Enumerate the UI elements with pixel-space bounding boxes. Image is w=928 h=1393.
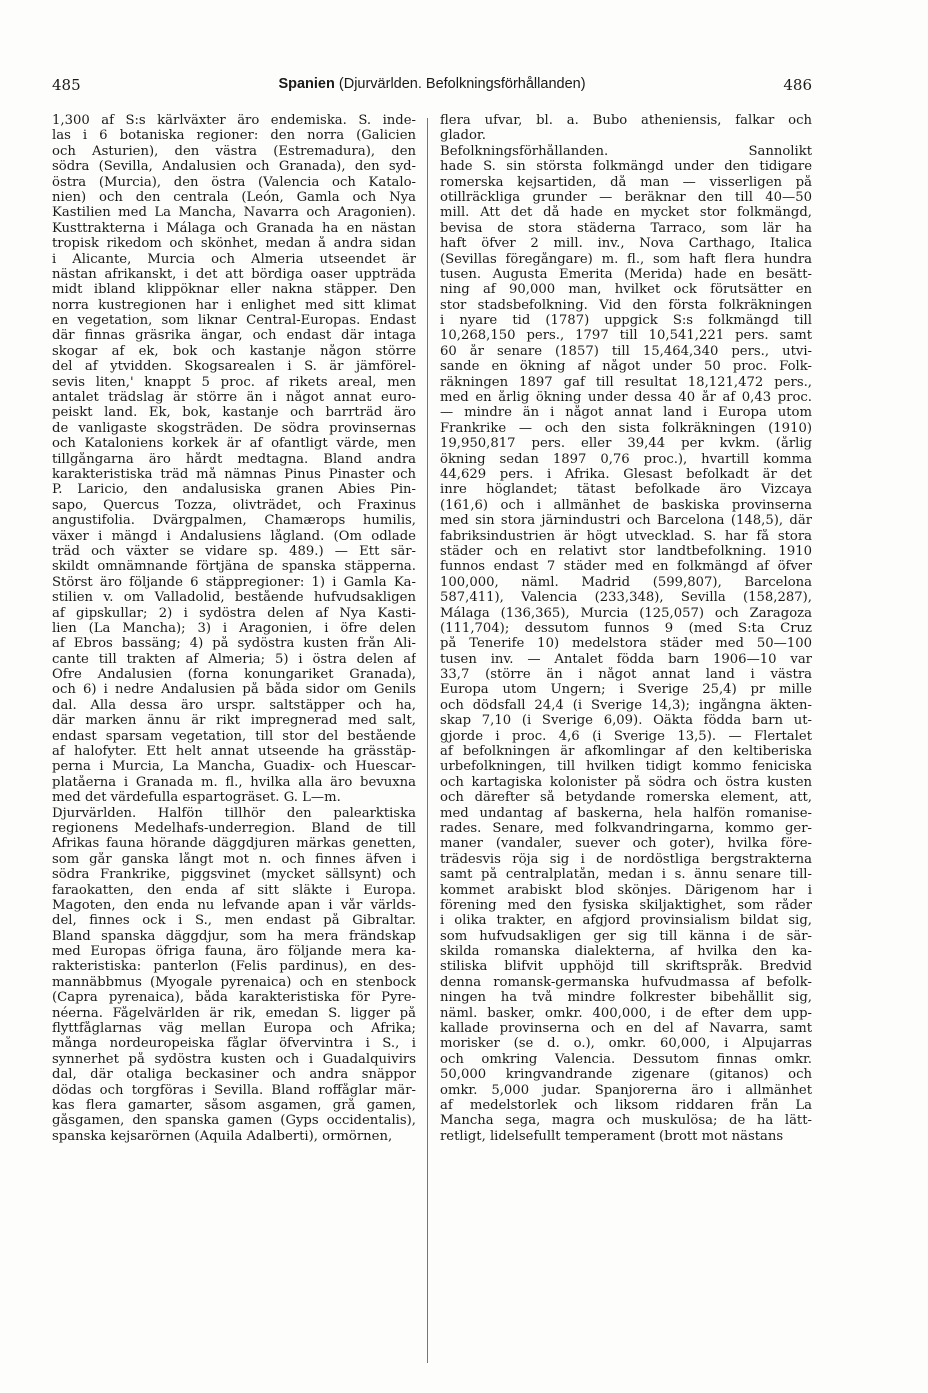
left-column [52, 113, 416, 1144]
text-line: sevis liten,' knappt 5 proc. af rikets areal, men [52, 374, 416, 390]
text-line: ning af 90,000 man, hvilket ock förutsätter en [440, 282, 812, 298]
text-line: maner (vandaler, suever och goter), hvilka före- [440, 836, 812, 852]
text-line: Málaga (136,365), Murcia (125,057) och Zaragoza [440, 605, 812, 621]
text-line: förening med den fysiska skiljaktighet, som råder [440, 897, 812, 913]
text-line: Afrikas fauna hörande däggdjuren märkas genetten, [52, 836, 416, 852]
text-line: stor stadsbefolkning. Vid den första folkräkningen [440, 297, 812, 313]
text-line: antalet trädslag är större än i något annat euro- [52, 390, 416, 406]
text-line: många nordeuropeiska fåglar öfvervintra i S., i [52, 1036, 416, 1052]
text-line: las i 6 botaniska regioner: den norra (Galicien [52, 128, 416, 144]
text-line: 33,7 (större än i något annat land i västra [440, 667, 812, 683]
text-line: en vegetation, som liknar Central-Europas. Endast [52, 313, 416, 329]
text-line: platåerna i Granada m. fl., hvilka alla äro bevuxna [52, 774, 416, 790]
text-line: 50,000 kringvandrande zigenare (gitanos) och [440, 1067, 812, 1083]
text-line: skilda romanska dialekterna, af hvilka den ka- [440, 944, 812, 960]
text-line: sande en ökning af något under 50 proc. Folk- [440, 359, 812, 375]
text-line: träd och växter se vidare sp. 489.) — Ett sär- [52, 543, 416, 559]
text-line: af halofyter. Ett helt annat utseende ha grässtäp- [52, 744, 416, 760]
text-line: på Tenerife 10) medelstora städer med 50—100 [440, 636, 812, 652]
text-line: néerna. Fågelvärlden är rik, emedan S. ligger på [52, 1005, 416, 1021]
text-line: södra (Sevilla, Andalusien och Granada), den syd- [52, 159, 416, 175]
text-line: kommet arabiskt blod skönjes. Därigenom har i [440, 882, 812, 898]
text-line: de vanligaste skogsträden. De södra provinsernas [52, 420, 416, 436]
running-title-sub: (Djurvärlden. Befolkningsförhållanden) [338, 76, 586, 92]
text-line: denna romansk-germanska hufvudmassa af befolk- [440, 974, 812, 990]
text-line: rakteristiska: panterlon (Felis pardinus), en des- [52, 959, 416, 975]
text-line: 100,000, näml. Madrid (599,807), Barcelona [440, 574, 812, 590]
text-line: och Asturien), den västra (Estremadura), den [52, 143, 416, 159]
text-line: Mancha sega, magra och muskulösa; de ha lätt- [440, 1113, 812, 1129]
text-line: och dödsfall 24,4 (i Sverige 14,3); ingångna äkten- [440, 697, 812, 713]
text-line: städer och en relativt stor landtbefolkning. 1910 [440, 543, 812, 559]
text-line: tropisk rikedom och skönhet, medan å andra sidan [52, 236, 416, 252]
text-line: endast sparsam vegetation, till stor del bestående [52, 728, 416, 744]
text-line: flyttfåglarnas väg mellan Europa och Afrika; [52, 1021, 416, 1037]
text-line: dal. Alla dessa äro urspr. saltstäpper och ha, [52, 697, 416, 713]
text-line: del af ytvidden. Skogsarealen i S. är jämförel- [52, 359, 416, 375]
text-line: 1,300 af S:s kärlväxter äro endemiska. S. inde- [52, 113, 416, 128]
text-line: och omkring Valencia. Dessutom finnas omkr. [440, 1051, 812, 1067]
text-line: 10,268,150 pers., 1797 till 10,541,221 pers. samt [440, 328, 812, 344]
text-line: bevisa de stora städerna Tarraco, som lär ha [440, 220, 812, 236]
text-line: af befolkningen är afkomlingar af den keltiberiska [440, 744, 812, 760]
text-line: angustifolia. Dvärgpalmen, Chamærops humilis, [52, 513, 416, 529]
text-line: fabriksindustrien är högt utvecklad. S. har få stora [440, 528, 812, 544]
text-line: otillräckliga grunder — beräknar den till 40—50 [440, 189, 812, 205]
text-line: dödas och torgföras i Sevilla. Bland roffåglar mär- [52, 1082, 416, 1098]
text-line: Europa utom Ungern; i Sverige 25,4) pr mille [440, 682, 812, 698]
text-line: funnos endast 7 städer med en folkmängd af öfver [440, 559, 812, 575]
text-line: kallade provinserna och en del af Navarra, samt [440, 1021, 812, 1037]
text-line: med sin stora järnindustri och Barcelona (148,5), där [440, 513, 812, 529]
page-number-right: 486 [783, 76, 812, 94]
text-line: där marken ännu är rikt impregnerad med salt, [52, 713, 416, 729]
text-line: tillgångarna äro hårdt medtagna. Bland andra [52, 451, 416, 467]
text-line: räkningen 1897 gaf till resultat 18,121,472 pers., [440, 374, 812, 390]
text-line: lien (La Mancha); 3) i Aragonien, i öfre delen [52, 620, 416, 636]
text-line: östra (Murcia), den östra (Valencia och Katalo- [52, 174, 416, 190]
text-line: cante till trakten af Almeria; 5) i östra delen af [52, 651, 416, 667]
text-line: hade S. sin största folkmängd under den tidigare [440, 159, 812, 175]
text-line: 587,411), Valencia (233,348), Sevilla (158,287), [440, 590, 812, 606]
text-line: ningen ha två mindre folkrester bibehållit sig, [440, 990, 812, 1006]
text-line: växer i mängd i Andalusiens lågland. (Om odlade [52, 528, 416, 544]
text-line: inre höglandet; tätast befolkade äro Vizcaya [440, 482, 812, 498]
text-line: och kartagiska kolonister på södra och östra kusten [440, 774, 812, 790]
text-line: morisker (se d. o.), omkr. 60,000, i Alpujarras [440, 1036, 812, 1052]
text-line: i olika trakter, en afgjord provinsialism bildat sig, [440, 913, 812, 929]
text-line: — mindre än i något annat land i Europa utom [440, 405, 812, 421]
text-line: Kusttrakterna i Málaga och Granada ha en nästan [52, 220, 416, 236]
text-line: med det värdefulla espartogräset. G. L—m. [52, 790, 341, 806]
text-line: gjorde i proc. 4,6 (i Sverige 13,5). — Flertalet [440, 728, 812, 744]
text-line: 60 år senare (1857) till 15,464,340 pers., utvi- [440, 343, 812, 359]
text-line: (Capra pyrenaica), båda karakteristiska för Pyre- [52, 990, 416, 1006]
text-line: Störst äro följande 6 stäppregioner: 1) i Gamla Ka- [52, 574, 416, 590]
text-line: med en årlig ökning under dessa 40 år af 0,43 proc. [440, 390, 812, 406]
text-line: tusen inv. — Antalet födda barn 1906—10 var [440, 651, 812, 667]
text-line: mill. Att det då hade en mycket stor folkmängd, [440, 205, 812, 221]
text-line: skogar af ek, bok och kastanje någon större [52, 343, 416, 359]
text-line: karakteristiska träd må nämnas Pinus Pinaster och [52, 466, 416, 482]
text-line: P. Laricio, den andalusiska granen Abies Pin- [52, 482, 416, 498]
text-line: trädesvis röja sig i de nordöstliga bergstrakterna [440, 851, 812, 867]
text-line: midt ibland klippöknar eller nakna stäpper. Den [52, 282, 416, 298]
text-line: med Europas öfriga fauna, äro följande mera ka- [52, 944, 416, 960]
text-line: som går ganska långt mot n. och finnes äfven i [52, 851, 416, 867]
text-line: och 6) i nedre Andalusien på båda sidor om Genils [52, 682, 416, 698]
text-line: sapo, Quercus Tozza, olivträdet, och Fraxinus [52, 497, 416, 513]
right-column [440, 113, 812, 1144]
running-title-main: Spanien [278, 76, 335, 92]
column-divider [427, 118, 428, 1363]
text-line: Djurvärlden. Halfön tillhör den palearktiska [52, 805, 416, 821]
text-line: nien) och den centrala (León, Gamla och Nya [52, 189, 416, 205]
text-line: södra Frankrike, piggsvinet (mycket sällsynt) och [52, 867, 416, 883]
text-line: peiskt land. Ek, bok, kastanje och barrträd äro [52, 405, 416, 421]
text-line: som hufvudsakligen ger sig till känna i de sär- [440, 928, 812, 944]
text-line: faraokatten, den enda af sitt släkte i Europa. [52, 882, 416, 898]
page-number-left: 485 [52, 76, 81, 94]
text-line: (Sevillas föregångare) m. fl., som haft flera hundra [440, 251, 812, 267]
text-line: tusen. Augusta Emerita (Merida) hade en besätt- [440, 266, 812, 282]
text-line: kas flera gamarter, såsom asgamen, grå gamen, [52, 1098, 416, 1113]
text-line: omkr. 5,000 judar. Spanjorerna äro i allmänhet [440, 1082, 812, 1098]
text-line: spanska kejsarörnen (Aquila Adalberti), ormörnen, [52, 1128, 393, 1144]
text-line: norra kustregionen har i enlighet med sitt klimat [52, 297, 416, 313]
text-line: näml. basker, omkr. 400,000, i de efter dem upp- [440, 1005, 812, 1021]
text-line: 44,629 pers. i Afrika. Glesast befolkadt är det [440, 466, 812, 482]
text-line: rades. Senare, med folkvandringarna, kommo ger- [440, 820, 812, 836]
text-line: flera ufvar, bl. a. Bubo atheniensis, falkar och [440, 113, 812, 128]
text-line: Frankrike — och den sista folkräkningen (1910) [440, 420, 812, 436]
text-line: i nyare tid (1787) uppgick S:s folkmängd till [440, 313, 812, 329]
text-line: haft öfver 2 mill. inv., Nova Carthago, Italica [440, 236, 812, 252]
text-line: Kastilien med La Mancha, Navarra och Aragonien). [52, 205, 416, 221]
text-line: stilien v. om Valladolid, bestående hufvudsakligen [52, 590, 416, 606]
text-line: samt på centralplatån, medan i s. ännu senare till- [440, 867, 812, 883]
text-line: mannäbbmus (Myogale pyrenaica) och en stenbock [52, 974, 416, 990]
text-line: och Kataloniens korkek är af ofantligt värde, men [52, 436, 416, 452]
text-line: romerska kejsartiden, då man — visserligen på [440, 174, 812, 190]
text-line: af Ebros bassäng; 4) på sydöstra kusten från Ali- [52, 636, 416, 652]
text-line: af medelstorlek och liksom riddaren från La [440, 1098, 812, 1113]
text-line: där finnas gräsrika ängar, och endast där intaga [52, 328, 416, 344]
text-line: synnerhet på sydöstra kusten och i Guadalquivirs [52, 1051, 416, 1067]
text-line: (111,704); dessutom funnos 9 (med S:ta Cruz [440, 620, 812, 636]
text-line: Bland spanska däggdjur, som ha mera frändskap [52, 928, 416, 944]
text-line: af gipskullar; 2) i sydöstra delen af Nya Kasti- [52, 605, 416, 621]
text-line: med undantag af baskerna, hela halfön romanise- [440, 805, 812, 821]
text-line: urbefolkningen, till hvilken tidigt kommo feniciska [440, 759, 812, 775]
text-line: Öfre Andalusien (forna konungariket Granada), [52, 667, 416, 683]
text-line: glador. [440, 128, 486, 144]
text-line: skildt omnämnande förtjäna de spanska stäpperna. [52, 559, 416, 575]
text-line: dal, där otaliga beckasiner och andra snäppor [52, 1067, 416, 1083]
text-line: Befolkningsförhållanden. Sannolikt [440, 143, 812, 159]
text-line: Magoten, den enda nu lefvande apan i vår världs- [52, 897, 416, 913]
text-line: ökning sedan 1897 0,76 proc.), hvartill komma [440, 451, 812, 467]
page-header [52, 76, 812, 98]
text-line: gåsgamen, den spanska gamen (Gyps occidentalis), [52, 1113, 416, 1129]
text-line: perna i Murcia, La Mancha, Guadix- och Huescar- [52, 759, 416, 775]
text-line: i Alicante, Murcia och Almeria utseendet är [52, 251, 416, 267]
text-line: skap 7,10 (i Sverige 6,09). Oäkta födda barn ut- [440, 713, 812, 729]
text-line: nästan afrikanskt, i det att bördiga oaser uppträda [52, 266, 416, 282]
text-line: (161,6) och i allmänhet de baskiska provinserna [440, 497, 812, 513]
text-line: och därefter så betydande romerska element, att, [440, 790, 812, 806]
text-line: regionens Medelhafs-underregion. Bland de till [52, 820, 416, 836]
text-line: retligt, lidelsefullt temperament (brott mot nästans [440, 1128, 784, 1144]
text-line: stiliska blifvit upphöjd till skriftspråk. Bredvid [440, 959, 812, 975]
text-line: 19,950,817 pers. eller 39,44 per kvkm. (årlig [440, 436, 812, 452]
text-line: del, finnes ock i S., men endast på Gibraltar. [52, 913, 416, 929]
running-title [52, 76, 812, 92]
